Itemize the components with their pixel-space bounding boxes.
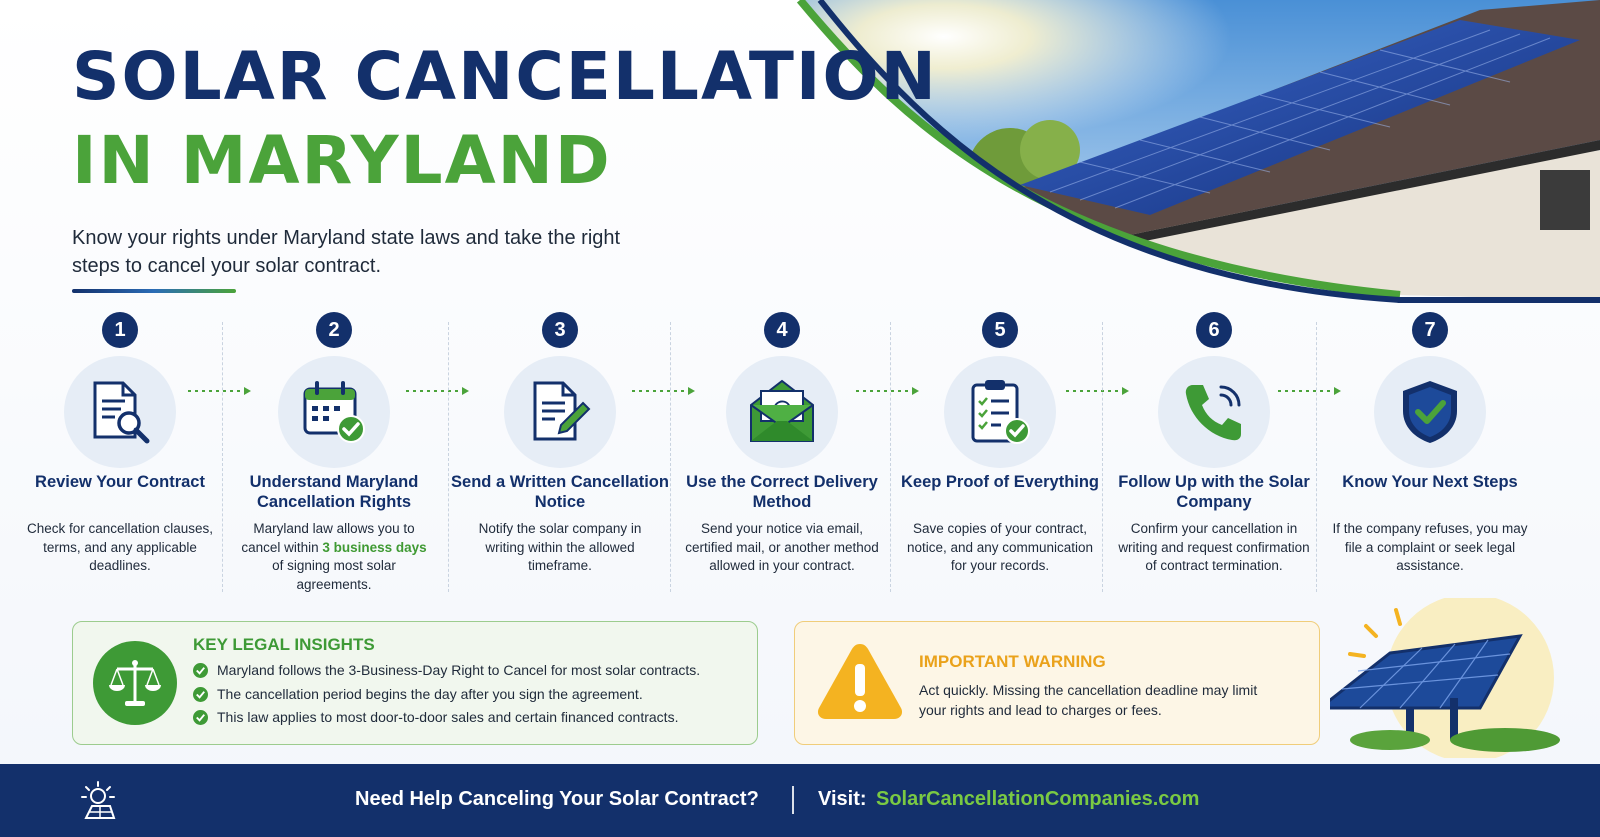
scales-of-justice-icon [93, 641, 177, 725]
step-2 [224, 312, 444, 602]
step-description: Send your notice via email, certified mail, or another method allowed in your contract. [685, 521, 879, 573]
step-7 [1320, 312, 1540, 602]
step-number: 7 [1412, 312, 1448, 348]
step-1 [10, 312, 230, 602]
step-description: If the company refuses, you may file a complaint or seek legal assistance. [1332, 521, 1528, 573]
step-title: Use the Correct Delivery Method [686, 473, 878, 511]
warning-heading: IMPORTANT WARNING [919, 652, 1106, 671]
warning-text: Act quickly. Missing the cancellation deadline may limit your rights and lead to charges or fees. [919, 682, 1258, 718]
step-description: Save copies of your contract, notice, and any communication for your records. [906, 521, 1094, 573]
phone-call-icon [1179, 377, 1249, 447]
step-title: Know Your Next Steps [1342, 473, 1518, 491]
check-circle-icon [193, 663, 208, 678]
calendar-check-icon [299, 377, 369, 447]
step-icon-circle [1158, 356, 1270, 468]
step-number: 4 [764, 312, 800, 348]
step-icon-circle [504, 356, 616, 468]
check-circle-icon [193, 687, 208, 702]
step-number: 6 [1196, 312, 1232, 348]
footer-separator [792, 786, 794, 814]
step-divider [1102, 322, 1103, 592]
shield-check-icon [1395, 377, 1465, 447]
key-legal-insights-box [72, 621, 758, 745]
legal-insights-list [193, 659, 700, 730]
warning-triangle-icon [815, 640, 905, 722]
clipboard-checklist-icon [965, 377, 1035, 447]
step-title: Understand Maryland Cancellation Rights [249, 473, 419, 511]
footer-website-link[interactable]: SolarCancellationCompanies.com [876, 788, 1200, 810]
email-envelope-icon [747, 377, 817, 447]
page-subtitle: Know your rights under Maryland state laws and take the right steps to cancel your solar contract. [72, 227, 621, 277]
check-circle-icon [193, 710, 208, 725]
title-underline [72, 289, 236, 293]
step-icon-circle [944, 356, 1056, 468]
step-4 [672, 312, 892, 602]
step-icon-circle [64, 356, 176, 468]
legal-insights-heading: KEY LEGAL INSIGHTS [193, 635, 375, 654]
step-title: Review Your Contract [35, 473, 205, 491]
step-title: Send a Written Cancellation Notice [451, 473, 669, 511]
steps-row [10, 312, 1590, 602]
step-title: Keep Proof of Everything [900, 473, 1100, 491]
document-pen-icon [525, 377, 595, 447]
step-number: 1 [102, 312, 138, 348]
page-title-line2: IN MARYLAND [72, 122, 612, 199]
step-description: Maryland law allows you to cancel within 3 business days of signing most solar agreements. [241, 521, 427, 592]
step-divider [222, 322, 223, 592]
step-number: 3 [542, 312, 578, 348]
list-item: Maryland follows the 3-Business-Day Right to Cancel for most solar contracts. [193, 659, 700, 683]
step-description: Notify the solar company in writing within the allowed timeframe. [478, 521, 642, 573]
step-5 [890, 312, 1110, 602]
document-search-icon [85, 377, 155, 447]
footer-visit-label: Visit: [818, 788, 867, 810]
solar-sun-logo-icon [76, 778, 120, 822]
step-title: Follow Up with the Solar Company [1118, 473, 1310, 511]
step-number: 5 [982, 312, 1018, 348]
step-icon-circle [1374, 356, 1486, 468]
footer-question: Need Help Canceling Your Solar Contract? [355, 788, 759, 810]
step-divider [448, 322, 449, 592]
step-icon-circle [278, 356, 390, 468]
step-description: Confirm your cancellation in writing and request confirmation of contract termination. [1118, 521, 1310, 573]
important-warning-box [794, 621, 1320, 745]
step-icon-circle [726, 356, 838, 468]
solar-panel-illustration [1330, 598, 1600, 758]
list-item: The cancellation period begins the day after you sign the agreement. [193, 683, 700, 707]
list-item: This law applies to most door-to-door sales and certain financed contracts. [193, 706, 700, 730]
step-divider [670, 322, 671, 592]
step-divider [1316, 322, 1317, 592]
step-description: Check for cancellation clauses, terms, and any applicable deadlines. [26, 521, 214, 573]
page-title-line1: SOLAR CANCELLATION [72, 38, 938, 115]
step-3 [450, 312, 670, 602]
footer-bar [0, 764, 1600, 837]
step-6 [1104, 312, 1324, 602]
step-number: 2 [316, 312, 352, 348]
